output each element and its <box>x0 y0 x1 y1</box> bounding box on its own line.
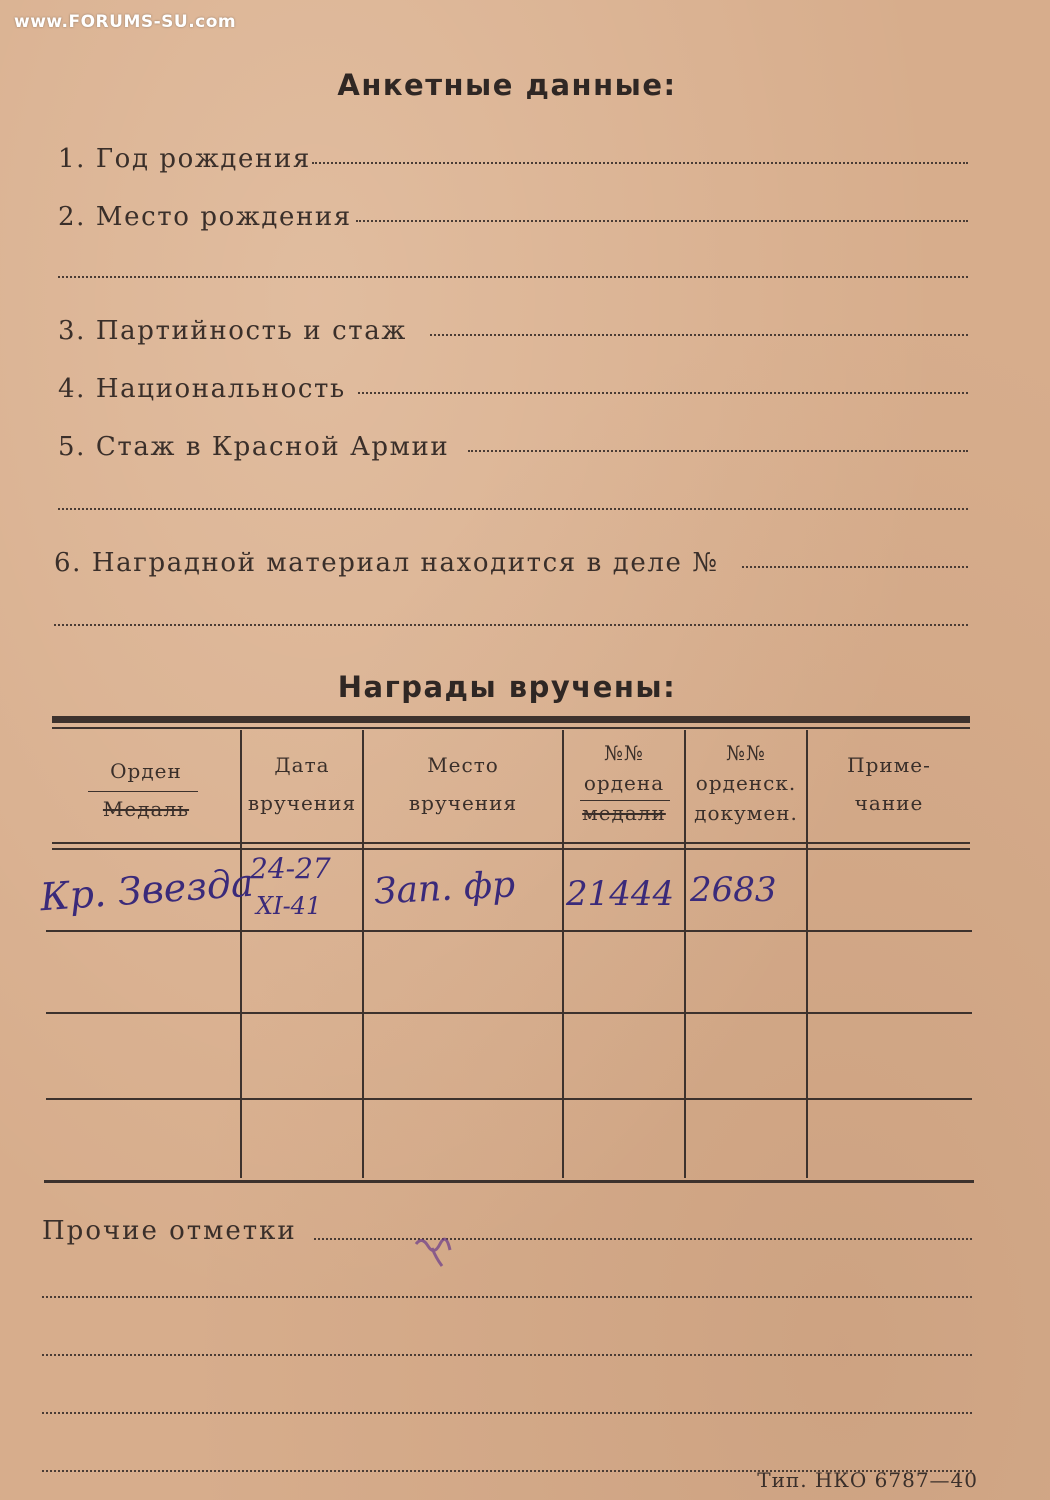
row-divider <box>46 1012 972 1014</box>
header-note <box>808 746 970 822</box>
field-birth-year-line <box>312 162 968 164</box>
field-party-line <box>430 334 968 336</box>
field-party: 3. Партийность и стаж <box>58 316 407 346</box>
header-date-line1: Дата <box>274 753 330 777</box>
header-medal-number-struck: медали <box>582 801 666 825</box>
field-award-file-line <box>742 566 968 568</box>
questionnaire-title: Анкетные данные: <box>337 68 677 102</box>
field-birth-year: 1. Год рождения <box>58 144 311 174</box>
header-doc-number-line3: докумен. <box>694 801 798 825</box>
ink-mark <box>408 1222 468 1272</box>
field-birth-place: 2. Место рождения <box>58 202 352 232</box>
watermark: www.FORUMS-SU.com <box>14 12 237 32</box>
field-award-file-line-2 <box>54 624 968 626</box>
header-order <box>52 752 240 828</box>
field-award-file: 6. Наградной материал находится в деле № <box>54 548 719 578</box>
print-info: Тип. НКО 6787—40 <box>757 1468 978 1492</box>
row-date-line2: XI-41 <box>256 892 322 920</box>
row-order-name: Кр. Звезда <box>38 860 255 920</box>
header-order-number <box>564 738 684 828</box>
row-date-line1: 24-27 <box>250 852 331 885</box>
field-birth-place-line <box>356 220 968 222</box>
header-bottom-rule-2 <box>52 848 970 850</box>
header-doc-number <box>686 738 806 828</box>
table-top-rule <box>52 716 970 723</box>
field-birth-place-line-2 <box>58 276 968 278</box>
header-bottom-rule <box>52 842 970 844</box>
header-date <box>242 746 362 822</box>
row-doc-number: 2683 <box>690 870 777 910</box>
field-army-service-line <box>468 450 968 452</box>
row-divider <box>46 930 972 932</box>
table-top-rule-thin <box>52 727 970 729</box>
header-place-line2: вручения <box>408 791 518 815</box>
header-doc-number-line1: №№ <box>726 741 766 765</box>
header-doc-number-line2: орденск. <box>695 771 797 795</box>
table-bottom-rule <box>44 1180 974 1183</box>
row-divider <box>46 1098 972 1100</box>
header-note-line2: чание <box>854 791 924 815</box>
header-number-divider <box>580 800 670 801</box>
other-marks-line-2 <box>42 1296 972 1298</box>
row-order-number: 21444 <box>566 874 675 914</box>
header-order-label: Орден <box>110 759 182 783</box>
field-army-service: 5. Стаж в Красной Армии <box>58 432 450 462</box>
field-nationality-line <box>358 392 968 394</box>
other-marks-line-3 <box>42 1354 972 1356</box>
header-note-line1: Приме- <box>847 753 931 777</box>
header-medal-struck: Медаль <box>102 797 190 821</box>
awards-title: Награды вручены: <box>337 670 677 704</box>
header-place-line1: Место <box>427 753 499 777</box>
other-marks-line-4 <box>42 1412 972 1414</box>
header-date-line2: вручения <box>247 791 357 815</box>
header-place <box>364 746 562 822</box>
field-army-service-line-2 <box>58 508 968 510</box>
header-order-divider <box>88 791 198 792</box>
field-nationality: 4. Национальность <box>58 374 346 404</box>
row-place: Зап. фр <box>373 864 517 913</box>
other-marks-label: Прочие отметки <box>42 1216 297 1246</box>
header-order-number-line2: ордена <box>583 771 665 795</box>
header-order-number-line1: №№ <box>604 741 644 765</box>
